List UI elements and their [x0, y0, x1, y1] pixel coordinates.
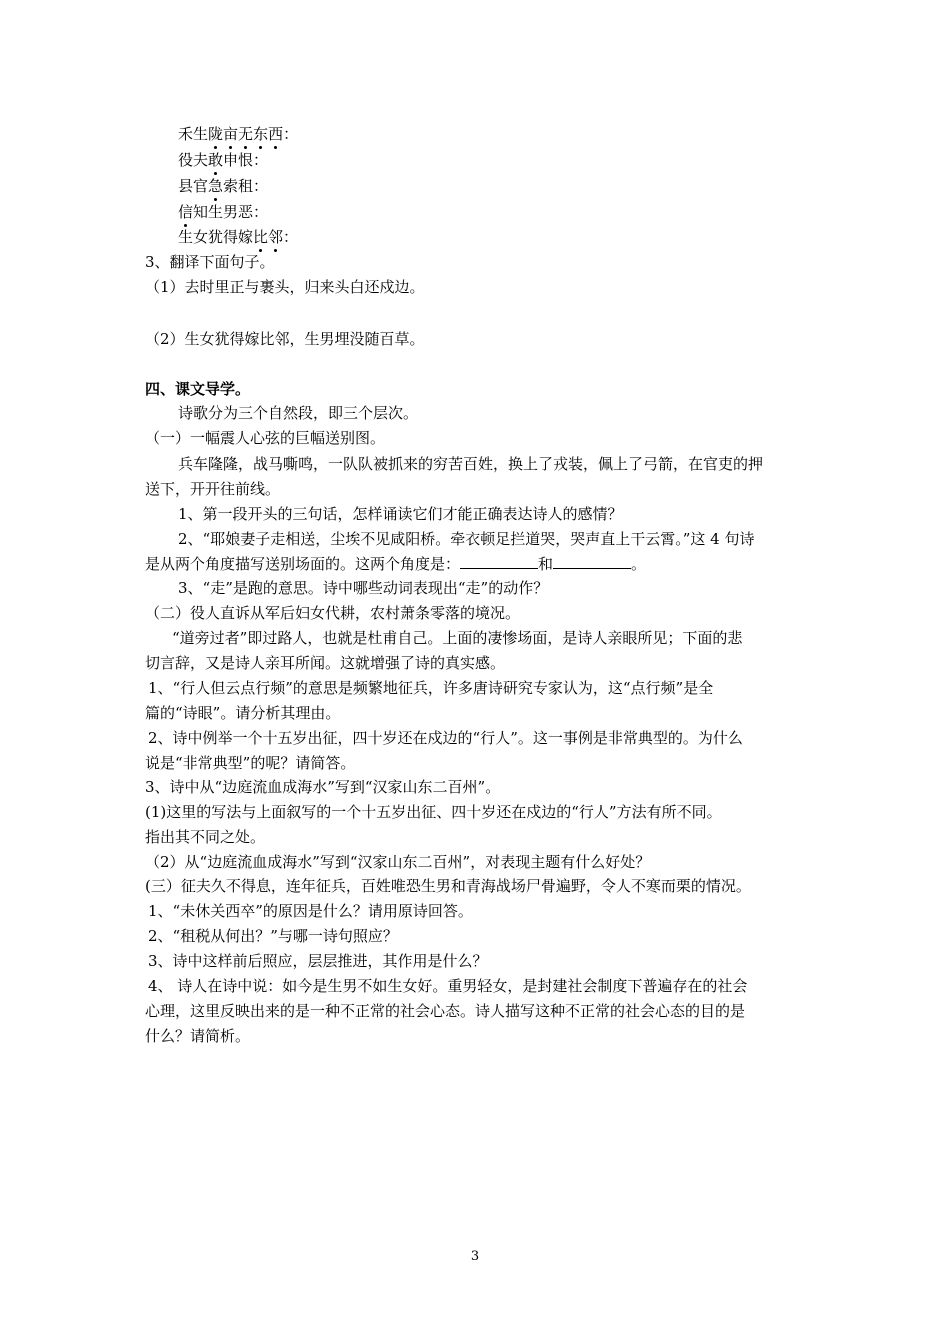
dotted-char: 西 — [268, 122, 283, 146]
part-3-q3: 3、诗中这样前后照应，层层推进，其作用是什么？ — [148, 952, 488, 970]
answer-blank-2[interactable] — [553, 553, 631, 569]
vocab-text: 县官 — [178, 177, 209, 195]
q2-text: 和 — [538, 555, 554, 573]
part-3-title: (三）征夫久不得息，连年征兵，百姓唯恐生男和青海战场尸骨遍野，令人不寒而栗的情况。 — [145, 877, 751, 895]
vocab-line-3 — [178, 174, 268, 198]
vocab-text: 知生男恶： — [193, 203, 269, 221]
section-4-heading: 四、课文导学。 — [145, 380, 251, 398]
vocab-text: 生女犹得嫁 — [178, 228, 254, 246]
part-2-q3-1a: (1)这里的写法与上面叙写的一个十五岁出征、四十岁还在戍边的“行人”方法有所不同。 — [145, 803, 722, 821]
part-1-title: （一）一幅震人心弦的巨幅送别图。 — [145, 429, 386, 447]
dotted-char: 邻 — [268, 225, 283, 249]
section-4-intro: 诗歌分为三个自然段，即三个层次。 — [178, 404, 419, 422]
vocab-line-5 — [178, 225, 298, 249]
vocab-line-4 — [178, 200, 268, 224]
q3-sentence-1: （1）去时里正与裹头，归来头白还戍边。 — [145, 278, 425, 296]
dotted-char: 东 — [253, 122, 268, 146]
dotted-char: 无 — [238, 122, 253, 146]
part-1-q3: 3、“走”是跑的意思。诗中哪些动词表现出“走”的动作？ — [178, 579, 549, 597]
vocab-text: 役夫 — [178, 151, 209, 169]
part-2-q3-2: （2）从“边庭流血成海水”写到“汉家山东二百州”，对表现主题有什么好处？ — [145, 853, 651, 871]
vocab-text: 索租： — [223, 177, 269, 195]
dotted-char: 亩 — [223, 122, 238, 146]
part-2-q1-b: 篇的“诗眼”。请分析其理由。 — [145, 704, 341, 722]
dotted-char: 陇 — [208, 122, 223, 146]
part-1-para-a: 兵车隆隆，战马嘶鸣，一队队被抓来的穷苦百姓，换上了戎装，佩上了弓箭，在官吏的押 — [178, 455, 764, 473]
part-2-para-a: “道旁过者”即过路人，也就是杜甫自己。上面的凄惨场面，是诗人亲眼所见；下面的悲 — [172, 629, 743, 647]
dotted-char: 比 — [253, 225, 268, 249]
part-3-q2: 2、“租税从何出？”与哪一诗句照应？ — [148, 927, 398, 945]
part-1-q2-a: 2、“耶娘妻子走相送，尘埃不见咸阳桥。牵衣顿足拦道哭，哭声直上干云霄。”这 4 句诗 — [178, 530, 755, 548]
part-2-q1-a: 1、“行人但云点行频”的意思是频繁地征兵，许多唐诗研究专家认为，这“点行频”是全 — [148, 679, 714, 697]
q2-text: 。 — [631, 555, 647, 573]
vocab-line-2 — [178, 148, 268, 172]
part-2-title: （二）役人直诉从军后妇女代耕，农村萧条零落的境况。 — [145, 604, 521, 622]
dotted-char: 信 — [178, 200, 193, 224]
part-1-q2-b — [145, 552, 646, 576]
part-2-q3-1b: 指出其不同之处。 — [145, 828, 266, 846]
part-2-q2-a: 2、诗中例举一个十五岁出征，四十岁还在戍边的“行人”。这一事例是非常典型的。为什么 — [148, 729, 743, 747]
part-2-q2-b: 说是“非常典型”的呢？请简答。 — [145, 754, 356, 772]
answer-blank-1[interactable] — [460, 553, 538, 569]
q2-text: 是从两个角度描写送别场面的。这两个角度是： — [145, 555, 461, 573]
part-3-q4-a: 4、 诗人在诗中说：如今是生男不如生女好。重男轻女，是封建社会制度下普遍存在的社会 — [148, 977, 748, 995]
part-2-q3: 3、诗中从“边庭流血成海水”写到“汉家山东二百州”。 — [145, 778, 501, 796]
page-number: 3 — [470, 1249, 480, 1264]
vocab-text: 禾生 — [178, 125, 209, 143]
dotted-char: 敢 — [208, 148, 223, 172]
q3-sentence-2: （2）生女犹得嫁比邻，生男埋没随百草。 — [145, 330, 425, 348]
part-1-para-b: 送下，开开往前线。 — [145, 480, 281, 498]
vocab-text: 申恨： — [223, 151, 269, 169]
vocab-text: ： — [283, 125, 299, 143]
dotted-char: 急 — [208, 174, 223, 198]
vocab-text: ： — [283, 228, 299, 246]
part-2-para-b: 切言辞，又是诗人亲耳所闻。这就增强了诗的真实感。 — [145, 654, 506, 672]
part-3-q4-c: 什么？请简析。 — [145, 1027, 251, 1045]
part-1-q1: 1、第一段开头的三句话，怎样诵读它们才能正确表达诗人的感情？ — [178, 505, 623, 523]
part-3-q4-b: 心理，这里反映出来的是一种不正常的社会心态。诗人描写这种不正常的社会心态的目的是 — [145, 1002, 746, 1020]
q3-heading: 3、翻译下面句子。 — [145, 253, 275, 271]
part-3-q1: 1、“未休关西卒”的原因是什么？请用原诗回答。 — [148, 902, 473, 920]
vocab-line-1 — [178, 122, 298, 146]
